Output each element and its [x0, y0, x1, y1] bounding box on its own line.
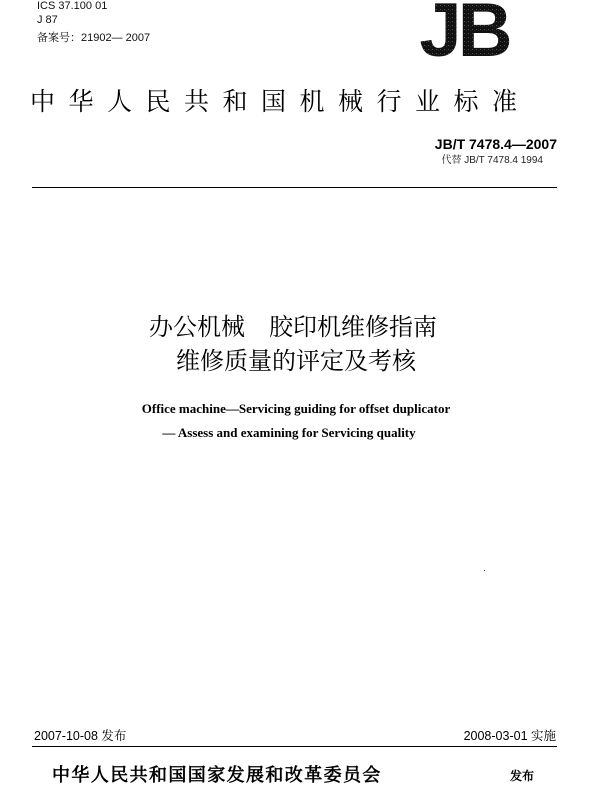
- classification-code: J 87: [37, 14, 58, 26]
- standard-number: JB/T 7478.4—2007: [434, 136, 557, 152]
- implementation-date: 2008-03-01 实施: [463, 729, 556, 743]
- scan-speck: [484, 570, 485, 571]
- replaces-standard: 代替 JB/T 7478.4 1994: [441, 155, 543, 166]
- bottom-divider: [32, 746, 557, 747]
- title-chinese-line-2: 维修质量的评定及考核: [176, 347, 416, 375]
- title-english-line-1: Office machine—Servicing guiding for offset duplicator: [141, 401, 451, 416]
- issuing-suffix: 发布: [510, 769, 535, 783]
- standard-heading: 中华人民共和国机械行业标准: [30, 87, 531, 116]
- filing-number: 备案号：21902— 2007: [37, 32, 151, 44]
- title-chinese-line-1: 办公机械 胶印机维修指南: [149, 313, 437, 341]
- logo-lettering: JB: [419, 0, 509, 60]
- jb-logo: [403, 0, 525, 60]
- issue-date: 2007-10-08 发布: [34, 729, 127, 743]
- title-english-line-2: — Assess and examining for Servicing quality: [162, 425, 416, 440]
- top-divider: [32, 187, 557, 188]
- ics-code: ICS 37.100 01: [37, 0, 108, 12]
- issuing-authority: 中华人民共和国国家发展和改革委员会: [52, 765, 382, 786]
